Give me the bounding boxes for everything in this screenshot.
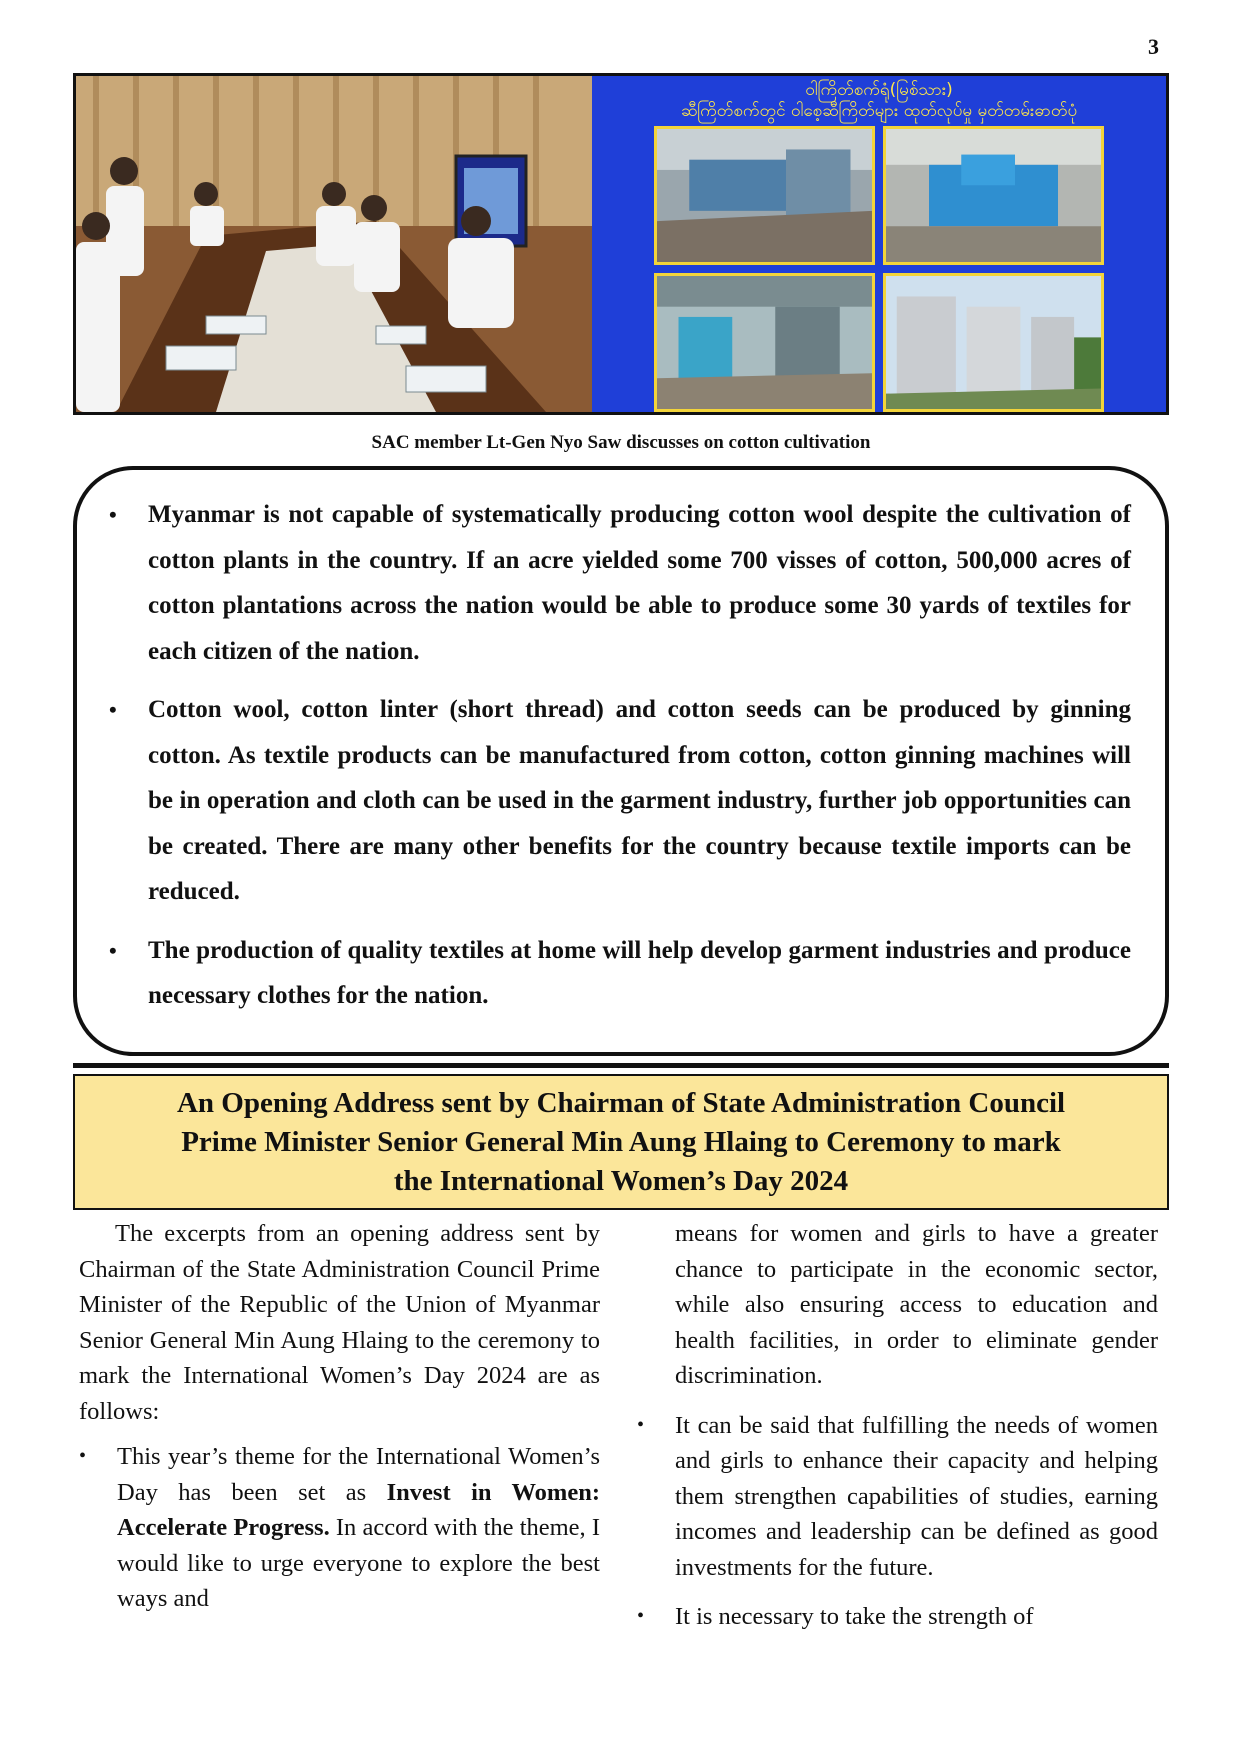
theme-text: Invest in Women: Accelerate Progress. <box>117 1478 600 1541</box>
address-point-1-continued: means for women and girls to have a greater chance to participate in the economic sector, while also ensuring access to education and health facilities, in order to eliminate gender discrimination. <box>675 1220 1158 1389</box>
intro-paragraph: The excerpts from an opening address sent by Chairman of the State Administration Council Prime Minister of the Republic of the Union of Myanmar Senior General Min Aung Hlaing to the ceremony to mark the International Women’s Day 2024 are as follows: <box>79 1220 600 1425</box>
key-point-1: • Myanmar is not capable of systematically producing cotton wool despite the cultivation of cotton plants in the country. If an acre yielded some 700 visses of cotton, 500,000 acres of cotton plantations across the nation would be able to produce some 30 yards of textiles for each citizen of the nation. <box>109 492 1131 674</box>
photo-caption: SAC member Lt-Gen Nyo Saw discusses on cotton cultivation <box>371 432 871 453</box>
key-points-box <box>73 466 1169 1056</box>
slide-title-line-2: ဆီကြိတ်စက်တွင် ဝါစေ့ဆီကြိတ်များ ထုတ်လုပ်မှု မှတ်တမ်းဓာတ်ပုံ <box>680 101 1078 121</box>
slide-title <box>592 80 1166 122</box>
meeting-photo <box>76 76 592 412</box>
address-point-3: • It is necessary to take the strength of <box>637 1599 1158 1635</box>
bullet-dot-icon: • <box>79 1445 87 1467</box>
address-point-2: • It can be said that fulfilling the needs of women and girls to enhance their capacity and helping them strengthen capabilities of studies, earning incomes and leadership can be defined as good investments for the future. <box>637 1408 1158 1586</box>
article-title <box>73 1074 1169 1210</box>
address-point-1: • This year’s theme for the International Women’s Day has been set as Invest in Women: Accelerate Progress. In accord with the theme, I would like to urge everyone to explore the best ways and <box>79 1439 600 1617</box>
meeting-room-illustration <box>76 76 592 412</box>
bullet-dot-icon: • <box>637 1413 645 1436</box>
article-title-line-2: Prime Minister Senior General Min Aung Hlaing to Ceremony to mark <box>181 1125 1061 1158</box>
slide-photo-grid <box>654 126 1104 412</box>
slide-title-line-1: ဝါကြိတ်စက်ရုံ(မြစ်သား) <box>805 80 953 100</box>
factory-photo-3 <box>654 273 875 412</box>
bullet-dot-icon: • <box>109 697 117 722</box>
key-point-2: • Cotton wool, cotton linter (short thread) and cotton seeds can be produced by ginning cotton. As textile products can be manufactured from cotton, cotton ginning machines will be in operation and cloth can be used in the garment industry, further job opportunities can be created. There are many other benefits for the country because textile imports can be reduced. <box>109 687 1131 915</box>
article-column-left <box>79 1216 600 1631</box>
bullet-dot-icon: • <box>637 1605 645 1627</box>
section-divider <box>73 1063 1169 1068</box>
key-points-list <box>109 492 1131 1019</box>
bullet-dot-icon: • <box>109 937 117 963</box>
key-point-3: • The production of quality textiles at home will help develop garment industries and produce necessary clothes for the nation. <box>109 928 1131 1019</box>
bullet-dot-icon: • <box>109 502 117 527</box>
article-title-line-1: An Opening Address sent by Chairman of State Administration Council <box>176 1086 1066 1119</box>
factory-photo-1 <box>654 126 875 265</box>
photo-composite <box>73 73 1169 415</box>
presentation-slide <box>592 76 1166 412</box>
factory-photo-4 <box>883 273 1104 412</box>
page-number: 3 <box>1148 34 1159 59</box>
article-column-right <box>637 1216 1158 1649</box>
factory-photo-2 <box>883 126 1104 265</box>
article-title-line-3: the International Women’s Day 2024 <box>393 1164 849 1197</box>
